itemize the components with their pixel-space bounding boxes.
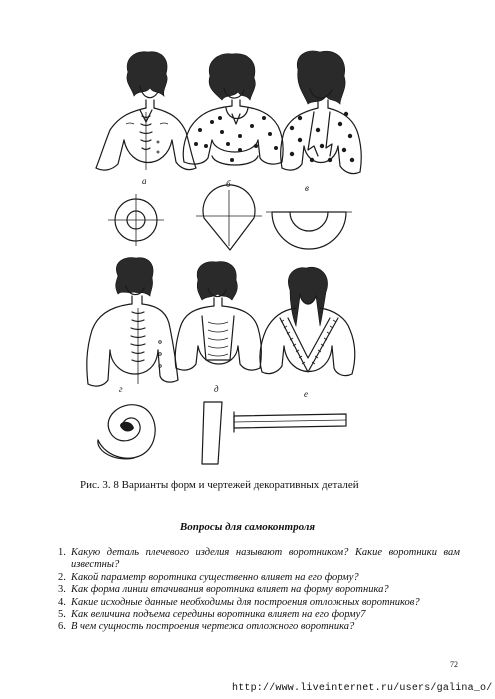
label-g: г <box>119 384 123 394</box>
question-number: 5. <box>58 609 66 621</box>
blouse-sketch-d <box>87 258 178 386</box>
question-number: 1. <box>58 547 66 558</box>
blouse-sketch-b <box>183 54 283 165</box>
question-item <box>58 609 460 621</box>
label-e: е <box>304 389 308 399</box>
question-item <box>58 572 460 584</box>
label-a: а <box>142 176 147 186</box>
question-number: 4. <box>58 596 66 608</box>
collar-draft-g <box>98 405 155 459</box>
collar-draft-b <box>196 185 262 250</box>
label-b: б <box>226 179 231 189</box>
figure-caption: Рис. 3. 8 Варианты форм и чертежей декоративных деталей <box>80 479 359 491</box>
page-number: 72 <box>450 660 458 669</box>
collar-draft-c <box>266 212 352 249</box>
question-text: Какую деталь плечевого изделия называют воротником? Какие воротники вам известны? <box>71 547 460 571</box>
blouse-sketch-a <box>96 52 196 170</box>
collar-draft-a <box>108 194 164 246</box>
question-item <box>58 621 460 633</box>
blouse-sketch-f <box>260 267 355 375</box>
question-text: В чем сущность построения чертежа отложного воротника? <box>71 621 355 633</box>
question-number: 3. <box>58 584 66 596</box>
question-item <box>58 597 460 609</box>
questions-title: Вопросы для самоконтроля <box>179 521 316 533</box>
question-item <box>58 584 460 596</box>
questions-list <box>58 547 460 634</box>
question-text: Какие исходные данные необходимы для построения отложных воротников? <box>71 596 420 608</box>
question-item <box>58 547 460 572</box>
question-text: Как форма линии втачивания воротника влияет на форму воротника? <box>71 584 389 596</box>
question-text: Как величина подъема середины воротника влияет на его форму7 <box>71 609 366 621</box>
blouse-sketch-c <box>281 51 362 174</box>
question-text: Какой параметр воротника существенно влияет на его форму? <box>71 571 359 583</box>
collar-draft-e <box>234 412 346 432</box>
collar-draft-d <box>202 402 222 464</box>
footer-url[interactable]: http://www.liveinternet.ru/users/galina_o/ <box>232 683 493 694</box>
question-number: 2. <box>58 571 66 583</box>
label-c: в <box>305 183 309 193</box>
question-number: 6. <box>58 621 66 633</box>
blouse-sketch-e <box>175 262 261 370</box>
label-d: д <box>214 384 219 394</box>
